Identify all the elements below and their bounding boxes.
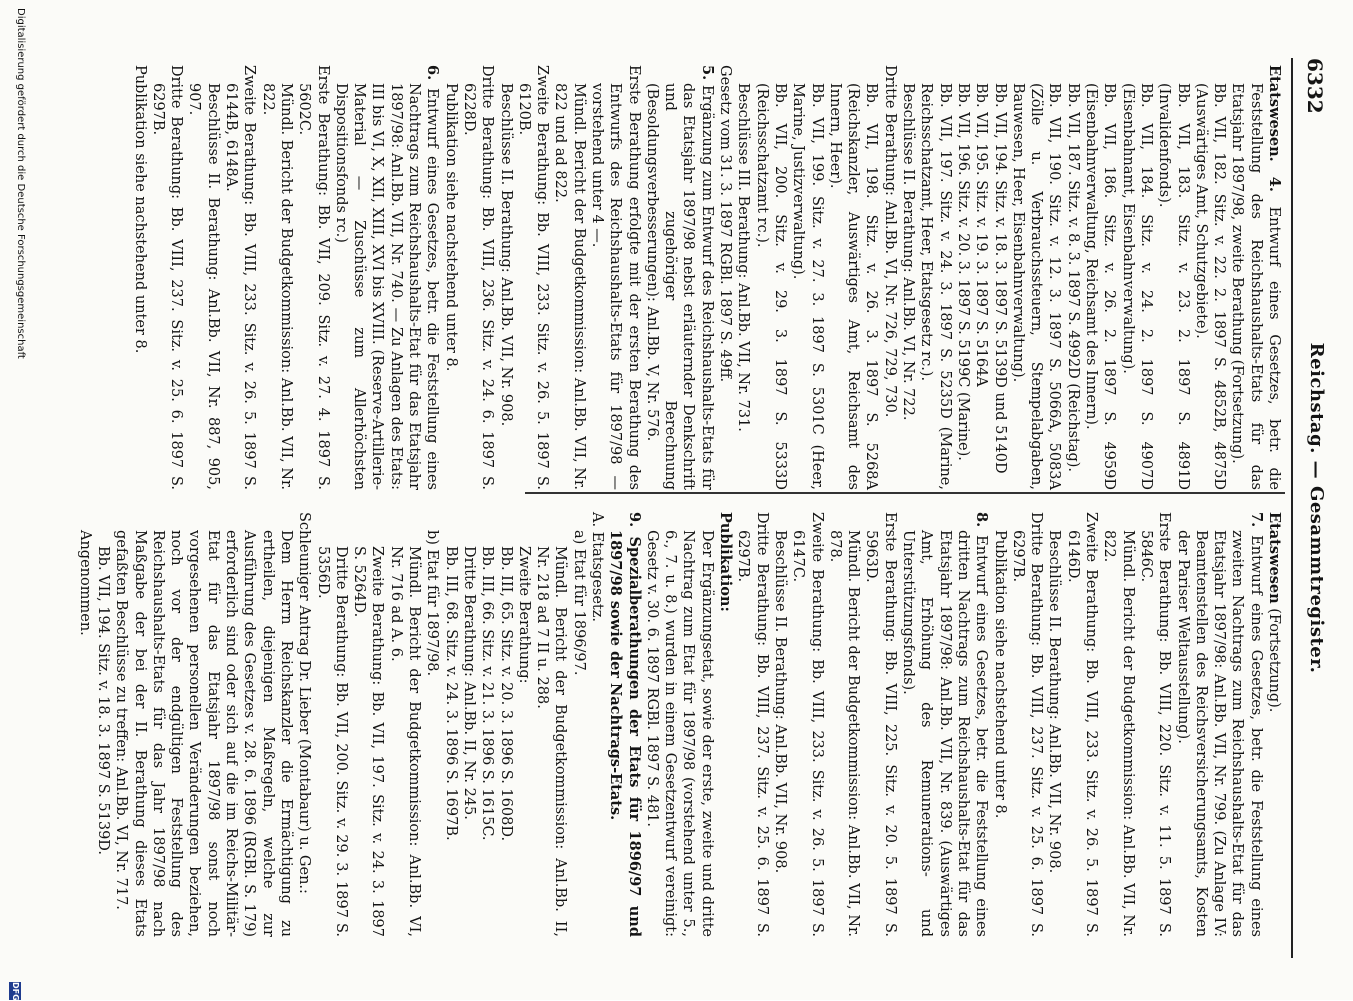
entry-paragraph: 5. Ergänzung zum Entwurf des Reichshaushalts-Etats für das Etatsjahr 1897/98 nebst erläuternder Denkschrift und zugehöriger Berechnung (Besoldungsverbesserungen): Anl.Bb. V, Nr. 576.: [643, 65, 716, 490]
entry-paragraph: Gesetz vom 31. 3. 1897 RGBl. 1897 S. 49ff.: [717, 65, 734, 383]
entry-paragraph: Erste Berathung: Bb. VIII, 225. Sitz. v. 20. 5. 1897 S. 5963D.: [863, 512, 898, 937]
entry-paragraph: Zweite Berathung:: [515, 546, 532, 684]
entry-paragraph: Bb. VII, 196. Sitz. v. 20. 3. 1897 S. 5199C (Marine).: [954, 83, 971, 461]
entry-paragraph: Bb. III, 68. Sitz. v. 24. 3. 1896 S. 1697B.: [442, 546, 459, 841]
entry-paragraph: Bb. VII, 199. Sitz. v. 27. 3. 1897 S. 5301C (Heer, Marine, Justizverwaltung).: [790, 83, 825, 490]
entry-paragraph: Bb. VII, 183. Sitz. v. 23. 2. 1897 S. 4891D (Invalidenfonds).: [1156, 83, 1191, 490]
entry-paragraph: Bb. III, 65. Sitz. v. 20. 3. 1896 S. 1608D.: [497, 546, 514, 842]
right-column: [75, 512, 1283, 937]
entry-paragraph: Mündl. Bericht der Budgetkommission: Anl.Bb. II, Nr. 218 ad 7 II u. 288.: [534, 546, 569, 937]
entry-paragraph: Bb. VII, 187. Sitz. v. 8. 3. 1897 S. 4992D (Reichstag).: [1064, 83, 1081, 473]
entry-paragraph: Dritte Berathung: Bb. VIII, 237. Sitz. v. 25. 6. 1897 S. 6297B.: [1009, 512, 1045, 937]
entry-paragraph: Erste Berathung: Bb. VII, 209. Sitz. v. 27. 4. 1897 S. 5602C.: [296, 65, 331, 490]
entry-paragraph: Dritte Berathung: Anl.Bb. VI, Nr. 726, 729, 730.: [881, 65, 898, 418]
entry-paragraph: Publikation siehe nachstehend unter 8.: [131, 65, 148, 354]
entry-paragraph: Dritte Berathung: Bb. VIII, 236. Sitz. v. 24. 6. 1897 S. 6228D.: [460, 65, 496, 490]
entry-paragraph: Zweite Berathung: Bb. VIII, 233. Sitz. v. 26. 5. 1897 S. 6146D.: [1064, 512, 1100, 937]
dfg-logo: DFG: [11, 982, 20, 1001]
header-rule: [1291, 58, 1293, 958]
entry-paragraph: Angenommen.: [76, 530, 93, 636]
entry-paragraph: Dritte Berathung: Bb. VII, 200. Sitz. v. 29. 3. 1897 S. 5356D.: [314, 546, 349, 937]
entry-paragraph: Beschlüsse II. Berathung: Anl.Bb. VII, Nr. 908.: [771, 530, 788, 874]
page-footer: [0, 0, 40, 1000]
entry-paragraph: Beschlüsse II. Berathung: Anl.Bb. VII, Nr. 887, 905, 907.: [186, 83, 221, 490]
entry-paragraph: Zweite Berathung: Bb. VIII, 233. Sitz. v. 26. 5. 1897 S. 6120B.: [515, 65, 551, 490]
entry-paragraph: Bb. VII, 195. Sitz. v. 19. 3. 1897 S. 5164A: [973, 83, 990, 387]
entry-paragraph: Etatswesen (Fortsetzung).: [1266, 512, 1283, 713]
entry-paragraph: Bb. VII, 184. Sitz. v. 24. 2. 1897 S. 4907D (Eisenbahnamt, Eisenbahnverwaltung).: [1119, 83, 1154, 490]
entry-paragraph: Publikation siehe nachstehend unter 8.: [442, 83, 459, 372]
entry-paragraph: Mündl. Bericht der Budgetkommission: Anl.Bb. VII, Nr. 822.: [259, 83, 294, 490]
entry-paragraph: Erste Berathung: Bb. VIII, 220. Sitz. v. 11. 5. 1897 S. 5846C.: [1137, 512, 1173, 937]
entry-paragraph: Zweite Berathung: Bb. VII, 197. Sitz. v. 24. 3. 1897 S. 5264D.: [351, 546, 386, 937]
entry-paragraph: Beschlüsse II. Berathung: Anl.Bb. VII, Nr. 908.: [1046, 530, 1063, 874]
entry-paragraph: Bb. VII, 198. Sitz. v. 26. 3. 1897 S. 5268A (Reichskanzler, Auswärtiges Amt, Reichsamt des Innern, Heer).: [826, 83, 880, 490]
entry-paragraph: Bb. VII, 190. Sitz. v. 12. 3. 1897 S. 5066A, 5083A (Zölle u. Verbrauchssteuern, Stempelabgaben, Bauwesen, Heer, Eisenbahnverwaltung).: [1009, 83, 1063, 490]
entry-paragraph: Dritte Berathung: Bb. VIII, 237. Sitz. v. 25. 6. 1897 S. 6297B.: [735, 512, 770, 937]
entry-paragraph: 8. Entwurf eines Gesetzes, betr. die Feststellung eines dritten Nachtrags zum Reichshaushalts-Etat für das Etatsjahr 1897/98: Anl.Bb. VII, Nr. 839. (Auswärtiges Amt, Erhöhung des Remunerations- und Unterstützungsfonds).: [900, 512, 991, 937]
entry-paragraph: 7. Entwurf eines Gesetzes, betr. die Feststellung eines zweiten Nachtrags zum Reichshaushalts-Etat für das Etatsjahr 1897/98: Anl.Bb. VII, Nr. 799. (Zu Anlage IV: Beamtenstellen des Reichsversicherungsamts, Kosten der Pariser Weltausstellung).: [1174, 512, 1265, 937]
running-head: Reichstag. — Gesammtregister.: [1306, 342, 1327, 674]
entry-paragraph: Mündl. Bericht der Budgetkommission: Anl.Bb. VI, Nr. 716 ad A. 6.: [387, 546, 423, 937]
entry-paragraph: b) Etat für 1897/98.: [424, 530, 441, 677]
entry-paragraph: Mündl. Bericht der Budgetkommission: Anl.Bb. VII, Nr. 822 und ad 822.: [552, 83, 587, 490]
entry-paragraph: Etatswesen. 4. Entwurf eines Gesetzes, betr. die Feststellung des Reichshaushalts-Etats für das Etatsjahr 1897/98, zweite Berathung (Fortsetzung).: [1229, 65, 1283, 490]
page-number: 6332: [1303, 58, 1327, 114]
entry-paragraph: a) Etat für 1896/97.: [570, 530, 587, 676]
entry-paragraph: Dritte Berathung: Bb. VIII, 237. Sitz. v. 25. 6. 1897 S. 6297B.: [149, 65, 185, 490]
entry-paragraph: Schleuniger Antrag Dr. Lieber (Montabaur) u. Gen.:: [296, 512, 313, 894]
page-header: [1295, 58, 1335, 958]
entry-paragraph: Publikation:: [717, 512, 735, 612]
entry-paragraph: A. Etatsgesetz.: [589, 512, 606, 622]
entry-paragraph: Dritte Berathung: Anl.Bb. II, Nr. 245.: [460, 546, 477, 820]
entry-paragraph: Bb. VII, 182. Sitz. v. 22. 2. 1897 S. 4852B, 4875D (Auswärtiges Amt, Schutzgebiete).: [1192, 83, 1228, 490]
entry-paragraph: Mündl. Bericht der Budgetkommission: Anl.Bb. VII, Nr. 878.: [826, 530, 862, 937]
left-column: [130, 65, 1283, 490]
entry-paragraph: Zweite Berathung: Bb. VIII, 233. Sitz. v. 26. 5. 1897 S. 6147C.: [790, 512, 825, 937]
entry-paragraph: Zweite Berathung: Bb. VIII, 233. Sitz. v. 26. 5. 1897 S. 6144B, 6148A.: [223, 65, 258, 490]
entry-paragraph: Mündl. Bericht der Budgetkommission: Anl.Bb. VII, Nr. 822.: [1101, 530, 1136, 937]
entry-paragraph: Publikation siehe nachstehend unter 8.: [991, 530, 1008, 819]
entry-paragraph: Beschlüsse II. Berathung: Anl.Bb. VI, Nr. 722.: [900, 83, 917, 421]
entry-paragraph: Bb. III, 66. Sitz. v. 21. 3. 1896 S. 1615C.: [479, 546, 496, 841]
entry-paragraph: Bb. VII, 197. Sitz. v. 24. 3. 1897 S. 5235D (Marine, Reichsschatzamt, Heer, Etatsgesetz rc.).: [918, 83, 953, 490]
entry-paragraph: Bb. VII, 200. Sitz. v. 29. 3. 1897 S. 5333D (Reichsschatzamt rc.).: [753, 83, 788, 490]
entry-paragraph: Bb. VII, 186. Sitz. v. 26. 2. 1897 S. 4959D (Eisenbahnverwaltung, Reichsamt des Innern).: [1083, 83, 1118, 490]
entry-paragraph: Der Ergänzungsetat, sowie der erste, zweite und dritte Nachtrag zum Etat für 1897/98 (vorstehend unter 5., 6., 7. u. 8.) wurden in einem Gesetzentwurf vereinigt: Gesetz v. 30. 6. 1897 RGBl. 1897 S. 481.: [643, 530, 715, 937]
entry-paragraph: Bb. VII, 194. Sitz. v. 18. 3. 1897 S. 5139D.: [95, 546, 111, 856]
entry-paragraph: Bb. VII, 194. Sitz. v. 18. 3. 1897 S. 5139D und 5140D: [991, 83, 1008, 474]
entry-paragraph: 9. Spezialberathungen der Etats für 1896/97 und 1897/98 sowie der Nachtrags-Etats.: [607, 512, 643, 937]
entry-paragraph: 6. Entwurf eines Gesetzes, betr. die Feststellung eines Nachtrags zum Reichshaushalts-Etat für das Etatsjahr 1897/98: Anl.Bb. VII, Nr. 740. — Zu Anlagen des Etats: III bis VI, X, XII, XIII, XVI bis XVIII. (Reserve-Artillerie-Material — Zuschüsse zum Allerhöchsten Dispositionsfonds rc.): [332, 65, 442, 490]
entry-paragraph: Beschlüsse III. Berathung: Anl.Bb. VII, Nr. 731.: [735, 83, 752, 432]
entry-paragraph: Beschlüsse II. Berathung: Anl.Bb. VII, Nr. 908.: [497, 83, 514, 427]
column-divider: [525, 492, 1285, 494]
entry-paragraph: Dem Herrn Reichskanzler die Ermächtigung zu ertheilen, diejenigen Maßregeln, welche zur Ausführung des Gesetzes v. 28. 6. 1896 (RGBl. S. 179) erforderlich sind oder sich auf die im Reichs-Militär-Etat für das Etatsjahr 1897/98 sonst noch vorgesehenen personellen Veränderungen beziehen, noch vor der endgültigen Feststellung des Reichshaushalts-Etats für das Jahr 1897/98 nach Maßgabe der bei der II. Berathung dieses Etats gefaßten Beschlüsse zu treffen: Anl.Bb. VI, Nr. 717.: [113, 530, 294, 937]
entry-paragraph: Erste Berathung erfolgte mit der ersten Berathung des Entwurfs des Reichshaushalts-Etats für 1897/98 — vorstehend unter 4 —.: [589, 65, 642, 490]
digitization-credit: Digitalisierung gefördert durch die Deutsche Forschungsgemeinschaft: [15, 8, 26, 359]
